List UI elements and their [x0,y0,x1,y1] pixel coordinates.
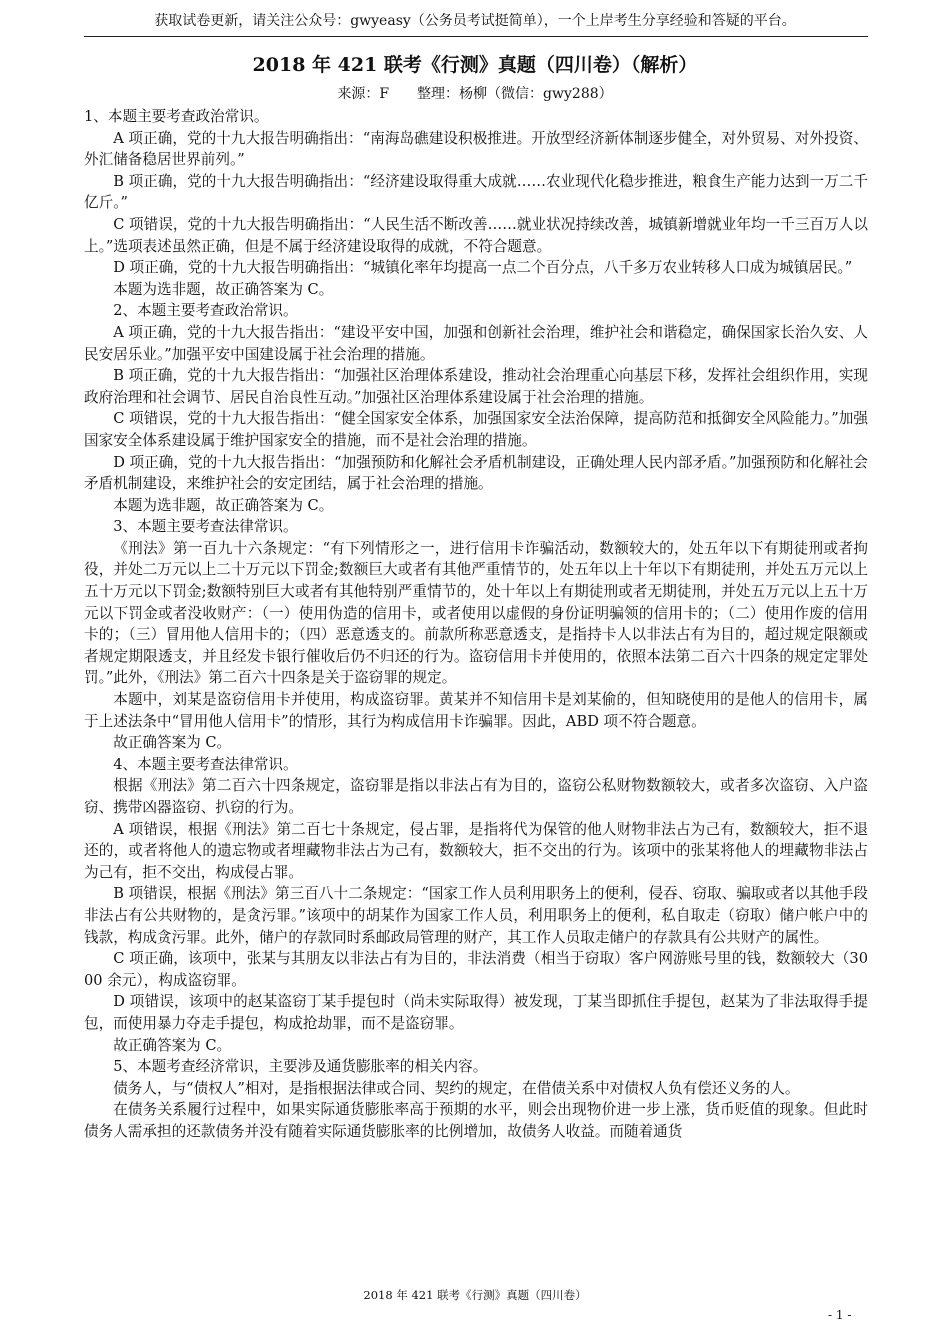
header-divider [84,36,868,37]
paragraph: C 项错误，党的十九大报告明确指出：“人民生活不断改善……就业状况持续改善，城镇新增就业年均一千三百万人以上。”选项表述虽然正确，但是不属于经济建设取得的成就，不符合题意。 [84,215,868,255]
document-body [84,106,868,1143]
footer-text: 2018 年 421 联考《行测》真题（四川卷） [363,1288,587,1302]
paragraph: B 项正确，党的十九大报告指出：“加强社区治理体系建设，推动社会治理重心向基层下移，发挥社会组织作用，实现政府治理和社会调节、居民自治良性互动。”加强社区治理体系建设属于社会治理的措施。 [84,367,868,406]
paragraph: 4、本题主要考查法律常识。 [113,755,298,773]
paragraph: 本题为选非题，故正确答案为 C。 [113,496,334,514]
paragraph: 本题为选非题，故正确答案为 C。 [113,280,334,298]
paragraph: 故正确答案为 C。 [113,734,232,752]
paragraph: A 项错误，根据《刑法》第二百七十条规定，侵占罪，是指将代为保管的他人财物非法占为己有，数额较大，拒不退还的，或者将他人的遗忘物或者埋藏物非法占为己有，数额较大，拒不交出的行为。该项中的张某将他人的埋藏物非法占为己有，拒不交出，构成侵占罪。 [84,820,868,881]
paragraph: C 项错误，党的十九大报告指出：“健全国家安全体系，加强国家安全法治保障，提高防范和抵御安全风险能力。”加强国家安全体系建设属于维护国家安全的措施，而不是社会治理的措施。 [84,410,868,449]
paragraph: A 项正确，党的十九大报告指出：“建设平安中国，加强和创新社会治理，维护社会和谐稳定，确保国家长治久安、人民安居乐业。”加强平安中国建设属于社会治理的措施。 [84,323,868,363]
paragraph: 1、本题主要考查政治常识。 [84,108,269,125]
paragraph: 3、本题主要考查法律常识。 [113,518,298,536]
paragraph: D 项正确，党的十九大报告明确指出：“城镇化率年均提高一点二个百分点，八千多万农业转移人口成为城镇居民。” [113,259,853,277]
paragraph: C 项正确，该项中，张某与其朋友以非法占有为目的，非法消费（相当于窃取）客户网游账号里的钱，数额较大（3000 余元），构成盗窃罪。 [84,950,868,989]
paragraph: D 项错误，该项中的赵某盗窃丁某手提包时（尚未实际取得）被发现，丁某当即抓住手提包，赵某为了非法取得手提包，而使用暴力夺走手提包，构成抢劫罪，而不是盗窃罪。 [84,993,868,1032]
source-line: 来源：F 整理：杨柳（微信：gwy288） [337,86,613,102]
header-notice: 获取试卷更新，请关注公众号：gwyeasy（公务员考试挺简单），一个上岸考生分享经验和答疑的平台。 [154,13,796,29]
paragraph: 在债务关系履行过程中，如果实际通货膨胀率高于预期的水平，则会出现物价进一步上涨，货币贬值的现象。但此时债务人需承担的还款债务并没有随着实际通货膨胀率的比例增加，故债务人收益。而随着通货 [84,1101,868,1140]
paragraph: D 项正确，党的十九大报告指出：“加强预防和化解社会矛盾机制建设，正确处理人民内部矛盾。”加强预防和化解社会矛盾机制建设，来维护社会的安定团结，属于社会治理的措施。 [84,453,868,493]
paragraph: 5、本题考查经济常识，主要涉及通货膨胀率的相关内容。 [113,1058,488,1076]
paragraph: 根据《刑法》第二百六十四条规定，盗窃罪是指以非法占有为目的，盗窃公私财物数额较大，或者多次盗窃、入户盗窃、携带凶器盗窃、扒窃的行为。 [84,777,868,816]
paragraph: B 项正确，党的十九大报告明确指出：“经济建设取得重大成就……农业现代化稳步推进，粮食生产能力达到一万二千亿斤。” [84,172,868,212]
paragraph: 2、本题主要考查政治常识。 [113,302,298,320]
paragraph: 本题中，刘某是盗窃信用卡并使用，构成盗窃罪。黄某并不知信用卡是刘某偷的，但知晓使用的是他人的信用卡，属于上述法条中“冒用他人信用卡”的情形，其行为构成信用卡诈骗罪。因此，ABD 项不符合题意。 [84,691,868,730]
page-title: 2018 年 421 联考《行测》真题（四川卷）（解析） [252,54,698,76]
paragraph: B 项错误，根据《刑法》第三百八十二条规定：“国家工作人员利用职务上的便利，侵吞、窃取、骗取或者以其他手段非法占有公共财物的，是贪污罪。”该项中的胡某作为国家工作人员，利用职务上的便利，私自取走（窃取）储户帐户中的钱款，构成贪污罪。此外，储户的存款同时系邮政局管理的财产，其工作人员取走储户的存款具有公共财产的属性。 [84,885,868,946]
paragraph: 《刑法》第一百九十六条规定：“有下列情形之一，进行信用卡诈骗活动，数额较大的，处五年以下有期徒刑或者拘役，并处二万元以上二十万元以下罚金;数额巨大或者有其他严重情节的，处五年以上十年以下有期徒刑，并处五万元以上五十万元以下罚金;数额特别巨大或者有其他特别严重情节的，处十年以上有期徒刑或者无期徒刑，并处五万元以上五十万元以下罚金或者没收财产：（一）使用伪造的信用卡，或者使用以虚假的身份证明骗领的信用卡的；（二）使用作废的信用卡的；（三）冒用他人信用卡的；（四）恶意透支的。前款所称恶意透支，是指持卡人以非法占有为目的，超过规定限额或者规定期限透支，并且经发卡银行催收后仍不归还的行为。盗窃信用卡并使用的，依照本法第二百六十四条的规定定罪处罚。”此外，《刑法》第二百六十四条是关于盗窃罪的规定。 [84,539,868,687]
paragraph: 债务人，与“债权人”相对，是指根据法律或合同、契约的规定，在借债关系中对债权人负有偿还义务的人。 [113,1079,800,1097]
paragraph: 故正确答案为 C。 [113,1036,232,1054]
paragraph: A 项正确，党的十九大报告明确指出：“南海岛礁建设积极推进。开放型经济新体制逐步健全，对外贸易、对外投资、外汇储备稳居世界前列。” [84,129,868,169]
page-number: - 1 - [828,1308,852,1322]
